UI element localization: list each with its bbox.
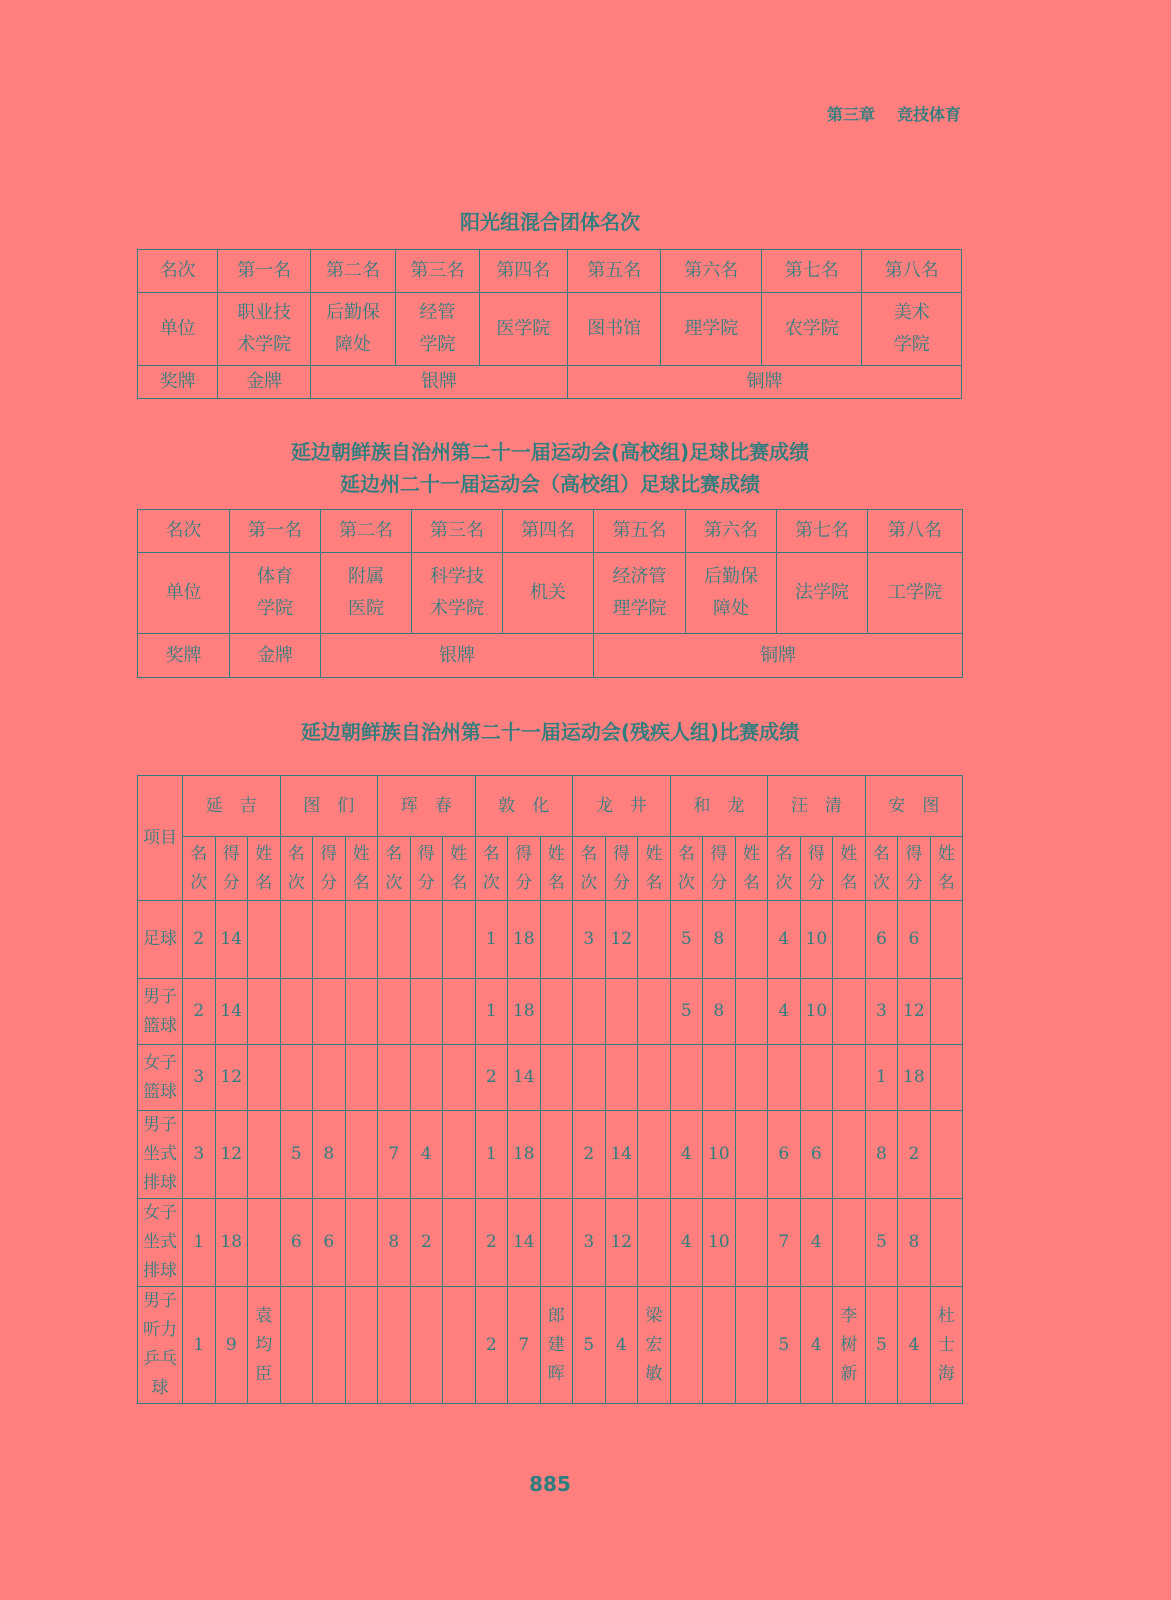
result-cell: 4: [768, 901, 801, 979]
sunshine-team-ranking-table: [137, 249, 962, 399]
result-cell: 3: [865, 979, 898, 1045]
rank-cell: 第三名: [396, 250, 479, 293]
result-cell: 3: [183, 1111, 216, 1199]
result-cell: 14: [605, 1111, 638, 1199]
result-cell: 10: [703, 1111, 736, 1199]
unit-cell: 农学院: [761, 293, 861, 366]
section-label: 竞技体育: [896, 105, 961, 124]
item-cell: 男子 篮球: [138, 979, 183, 1045]
sub-header-cell: 得 分: [605, 837, 638, 901]
result-cell: 杜 士 海: [930, 1287, 963, 1404]
sub-header-cell: 名 次: [670, 837, 703, 901]
result-cell: 1: [865, 1045, 898, 1111]
result-cell: 2: [573, 1111, 606, 1199]
unit-cell: 后勤保 障处: [686, 553, 777, 634]
sub-header-cell: 得 分: [215, 837, 248, 901]
city-header: 汪 清: [768, 776, 866, 837]
rank-cell: 第六名: [686, 510, 777, 553]
result-cell: 18: [898, 1045, 931, 1111]
table-row: [138, 979, 963, 1045]
unit-cell: 经管 学院: [396, 293, 479, 366]
unit-cell: 图书馆: [568, 293, 661, 366]
result-cell: 3: [573, 1199, 606, 1287]
result-cell: [670, 1287, 703, 1404]
unit-cell: 医学院: [479, 293, 567, 366]
result-cell: [930, 1199, 963, 1287]
chapter-label: 第三章: [826, 105, 875, 124]
result-cell: [573, 1045, 606, 1111]
result-cell: 4: [670, 1111, 703, 1199]
sub-header-cell: 名 次: [573, 837, 606, 901]
result-cell: [638, 979, 671, 1045]
item-label: 项目: [138, 776, 183, 901]
result-cell: 5: [865, 1287, 898, 1404]
result-cell: 4: [670, 1199, 703, 1287]
table1-title: 阳光组混合团体名次: [460, 210, 640, 234]
result-cell: [378, 1045, 411, 1111]
sub-header-cell: 得 分: [800, 837, 833, 901]
medal-row: [138, 634, 963, 678]
city-header: 珲 春: [378, 776, 476, 837]
result-cell: [833, 1045, 866, 1111]
result-cell: 6: [768, 1111, 801, 1199]
result-cell: [573, 979, 606, 1045]
rank-cell: 第五名: [594, 510, 686, 553]
result-cell: 梁 宏 敏: [638, 1287, 671, 1404]
result-cell: [410, 901, 443, 979]
result-cell: [670, 1045, 703, 1111]
result-cell: 10: [800, 979, 833, 1045]
result-cell: 1: [475, 901, 508, 979]
result-cell: 2: [475, 1045, 508, 1111]
result-cell: 5: [573, 1287, 606, 1404]
result-cell: [735, 979, 768, 1045]
result-cell: 4: [768, 979, 801, 1045]
rank-cell: 第五名: [568, 250, 661, 293]
rank-cell: 第二名: [321, 510, 412, 553]
sub-header-cell: 名 次: [768, 837, 801, 901]
bronze-medal-cell: 铜牌: [568, 366, 962, 399]
unit-cell: 体育 学院: [230, 553, 321, 634]
unit-cell: 机关: [503, 553, 594, 634]
result-cell: 8: [378, 1199, 411, 1287]
result-cell: [410, 1045, 443, 1111]
sub-header-cell: 得 分: [410, 837, 443, 901]
rank-cell: 第四名: [479, 250, 567, 293]
table3-title: 延边朝鲜族自治州第二十一届运动会(残疾人组)比赛成绩: [300, 720, 800, 744]
result-cell: 6: [898, 901, 931, 979]
result-cell: [345, 1045, 378, 1111]
result-cell: [930, 1045, 963, 1111]
unit-cell: 科学技 术学院: [412, 553, 503, 634]
result-cell: [703, 1287, 736, 1404]
result-cell: 8: [703, 901, 736, 979]
result-cell: [833, 1111, 866, 1199]
result-cell: [735, 901, 768, 979]
result-cell: 4: [800, 1199, 833, 1287]
result-cell: 10: [800, 901, 833, 979]
result-cell: [313, 1287, 346, 1404]
unit-cell: 后勤保 障处: [310, 293, 395, 366]
result-cell: 8: [865, 1111, 898, 1199]
sub-header-cell: 姓 名: [248, 837, 281, 901]
result-cell: [443, 1199, 476, 1287]
result-cell: [345, 901, 378, 979]
result-cell: 5: [670, 979, 703, 1045]
result-cell: [735, 1199, 768, 1287]
unit-cell: 职业技 术学院: [218, 293, 310, 366]
result-cell: 12: [605, 901, 638, 979]
rank-cell: 第六名: [661, 250, 761, 293]
result-cell: 袁 均 臣: [248, 1287, 281, 1404]
result-cell: [280, 901, 313, 979]
result-cell: [443, 1045, 476, 1111]
unit-label: 单位: [138, 553, 230, 634]
item-cell: 女子 坐式 排球: [138, 1199, 183, 1287]
unit-cell: 工学院: [868, 553, 963, 634]
result-cell: [638, 901, 671, 979]
result-cell: 1: [475, 979, 508, 1045]
result-cell: 8: [313, 1111, 346, 1199]
table2-subtitle: 延边州二十一届运动会（高校组）足球比赛成绩: [340, 472, 760, 496]
result-cell: [833, 1199, 866, 1287]
rank-cell: 第七名: [761, 250, 861, 293]
unit-label: 单位: [138, 293, 218, 366]
city-header: 敦 化: [475, 776, 573, 837]
result-cell: 14: [215, 979, 248, 1045]
city-header: 安 图: [865, 776, 963, 837]
result-cell: [540, 1045, 573, 1111]
medal-row: [138, 366, 962, 399]
table2-title: 延边朝鲜族自治州第二十一届运动会(高校组)足球比赛成绩: [290, 440, 810, 464]
result-cell: [930, 1111, 963, 1199]
result-cell: [248, 979, 281, 1045]
result-cell: 6: [865, 901, 898, 979]
table-row: [138, 1199, 963, 1287]
unit-cell: 经济管 理学院: [594, 553, 686, 634]
page-number: 885: [529, 1472, 571, 1496]
gold-medal-cell: 金牌: [218, 366, 310, 399]
silver-medal-cell: 银牌: [310, 366, 567, 399]
result-cell: [248, 1045, 281, 1111]
result-cell: [638, 1199, 671, 1287]
sub-header-cell: 名 次: [378, 837, 411, 901]
rank-cell: 第一名: [230, 510, 321, 553]
result-cell: [768, 1045, 801, 1111]
result-cell: [313, 1045, 346, 1111]
sub-header-row: [138, 837, 963, 901]
result-cell: 4: [605, 1287, 638, 1404]
result-cell: [605, 1045, 638, 1111]
sub-header-cell: 姓 名: [345, 837, 378, 901]
item-cell: 女子 篮球: [138, 1045, 183, 1111]
result-cell: [313, 901, 346, 979]
result-cell: [605, 979, 638, 1045]
result-cell: [735, 1287, 768, 1404]
result-cell: 1: [475, 1111, 508, 1199]
sub-header-cell: 得 分: [898, 837, 931, 901]
city-header: 和 龙: [670, 776, 768, 837]
result-cell: [378, 901, 411, 979]
result-cell: 7: [508, 1287, 541, 1404]
result-cell: 10: [703, 1199, 736, 1287]
sub-header-cell: 名 次: [475, 837, 508, 901]
gold-medal-cell: 金牌: [230, 634, 321, 678]
item-cell: 男子 听力 乒乓 球: [138, 1287, 183, 1404]
sub-header-cell: 姓 名: [443, 837, 476, 901]
result-cell: 4: [898, 1287, 931, 1404]
city-header: 延 吉: [183, 776, 281, 837]
result-cell: 3: [573, 901, 606, 979]
result-cell: [833, 901, 866, 979]
result-cell: 8: [703, 979, 736, 1045]
medal-label: 奖牌: [138, 634, 230, 678]
silver-medal-cell: 银牌: [321, 634, 594, 678]
result-cell: 14: [508, 1199, 541, 1287]
result-cell: [443, 1111, 476, 1199]
result-cell: [540, 901, 573, 979]
result-cell: 李 树 新: [833, 1287, 866, 1404]
result-cell: [280, 1287, 313, 1404]
result-cell: 2: [475, 1199, 508, 1287]
unit-row: [138, 293, 962, 366]
rank-cell: 第三名: [412, 510, 503, 553]
result-cell: [930, 979, 963, 1045]
table-row: [138, 901, 963, 979]
unit-cell: 美术 学院: [862, 293, 962, 366]
item-cell: 男子 坐式 排球: [138, 1111, 183, 1199]
rank-cell: 第一名: [218, 250, 310, 293]
result-cell: [930, 901, 963, 979]
result-cell: 2: [898, 1111, 931, 1199]
rank-label: 名次: [138, 510, 230, 553]
result-cell: 12: [215, 1111, 248, 1199]
sub-header-cell: 得 分: [703, 837, 736, 901]
rank-cell: 第八名: [868, 510, 963, 553]
running-header: [805, 102, 961, 125]
unit-cell: 理学院: [661, 293, 761, 366]
result-cell: 2: [410, 1199, 443, 1287]
result-cell: 4: [410, 1111, 443, 1199]
result-cell: 18: [508, 901, 541, 979]
sub-header-cell: 得 分: [508, 837, 541, 901]
result-cell: 5: [768, 1287, 801, 1404]
rank-cell: 第二名: [310, 250, 395, 293]
result-cell: [800, 1045, 833, 1111]
result-cell: [345, 1199, 378, 1287]
sub-header-cell: 姓 名: [833, 837, 866, 901]
result-cell: [345, 979, 378, 1045]
result-cell: [735, 1045, 768, 1111]
result-cell: 18: [508, 1111, 541, 1199]
result-cell: [833, 979, 866, 1045]
result-cell: 8: [898, 1199, 931, 1287]
result-cell: [540, 1199, 573, 1287]
sub-header-cell: 姓 名: [930, 837, 963, 901]
sub-header-cell: 名 次: [183, 837, 216, 901]
unit-cell: 法学院: [777, 553, 868, 634]
result-cell: 9: [215, 1287, 248, 1404]
rank-cell: 第四名: [503, 510, 594, 553]
result-cell: [378, 979, 411, 1045]
result-cell: [313, 979, 346, 1045]
rank-cell: 第七名: [777, 510, 868, 553]
rank-label: 名次: [138, 250, 218, 293]
result-cell: 5: [280, 1111, 313, 1199]
result-cell: 5: [670, 901, 703, 979]
result-cell: [443, 979, 476, 1045]
city-header: 龙 井: [573, 776, 671, 837]
result-cell: [345, 1287, 378, 1404]
result-cell: 郎 建 晖: [540, 1287, 573, 1404]
result-cell: [280, 979, 313, 1045]
table-row: [138, 1287, 963, 1404]
result-cell: 12: [605, 1199, 638, 1287]
city-header-row: [138, 776, 963, 837]
result-cell: 14: [508, 1045, 541, 1111]
result-cell: [280, 1045, 313, 1111]
result-cell: 7: [768, 1199, 801, 1287]
disabled-group-results-table: [137, 775, 963, 1404]
result-cell: [443, 901, 476, 979]
bronze-medal-cell: 铜牌: [594, 634, 963, 678]
result-cell: [703, 1045, 736, 1111]
result-cell: [735, 1111, 768, 1199]
sub-header-cell: 名 次: [865, 837, 898, 901]
result-cell: 18: [508, 979, 541, 1045]
result-cell: 12: [898, 979, 931, 1045]
result-cell: [248, 1199, 281, 1287]
sub-header-cell: 名 次: [280, 837, 313, 901]
result-cell: 6: [313, 1199, 346, 1287]
result-cell: 4: [800, 1287, 833, 1404]
table-row: [138, 1045, 963, 1111]
medal-label: 奖牌: [138, 366, 218, 399]
result-cell: [248, 1111, 281, 1199]
result-cell: [638, 1045, 671, 1111]
result-cell: [410, 979, 443, 1045]
rank-cell: 第八名: [862, 250, 962, 293]
result-cell: 2: [183, 979, 216, 1045]
result-cell: [540, 1111, 573, 1199]
result-cell: 5: [865, 1199, 898, 1287]
result-cell: 18: [215, 1199, 248, 1287]
result-cell: 12: [215, 1045, 248, 1111]
sub-header-cell: 得 分: [313, 837, 346, 901]
result-cell: 7: [378, 1111, 411, 1199]
university-football-results-table: [137, 509, 963, 678]
result-cell: 1: [183, 1287, 216, 1404]
result-cell: 1: [183, 1199, 216, 1287]
result-cell: 6: [280, 1199, 313, 1287]
rank-row: [138, 510, 963, 553]
result-cell: 2: [183, 901, 216, 979]
result-cell: 2: [475, 1287, 508, 1404]
result-cell: [540, 979, 573, 1045]
sub-header-cell: 姓 名: [638, 837, 671, 901]
city-header: 图 们: [280, 776, 378, 837]
rank-row: [138, 250, 962, 293]
result-cell: [443, 1287, 476, 1404]
result-cell: [345, 1111, 378, 1199]
result-cell: [248, 901, 281, 979]
sub-header-cell: 姓 名: [735, 837, 768, 901]
result-cell: 14: [215, 901, 248, 979]
result-cell: 6: [800, 1111, 833, 1199]
result-cell: [638, 1111, 671, 1199]
sub-header-cell: 姓 名: [540, 837, 573, 901]
item-cell: 足球: [138, 901, 183, 979]
result-cell: 3: [183, 1045, 216, 1111]
unit-cell: 附属 医院: [321, 553, 412, 634]
table-row: [138, 1111, 963, 1199]
result-cell: [378, 1287, 411, 1404]
result-cell: [410, 1287, 443, 1404]
unit-row: [138, 553, 963, 634]
